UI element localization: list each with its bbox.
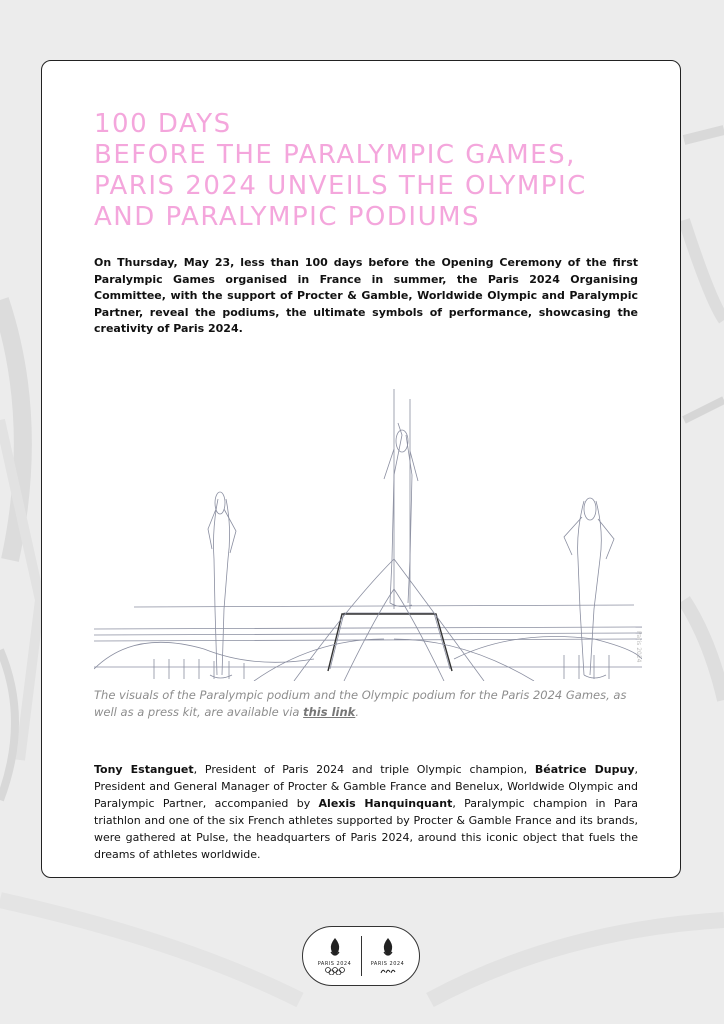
intro-paragraph: On Thursday, May 23, less than 100 days before the Opening Ceremony of the first Paralympic Games organised in France in summer, the Paris 2024 Organising Committee, with the support of Procter & Gamble, Worldwide Olympic and Paralympic Partner, reveal the podiums, the ultimate symbols of performance, showcasing the creativity of Paris 2024.: [94, 256, 638, 335]
headline-line-1: 100 DAYS: [94, 109, 232, 139]
body-paragraph: [94, 761, 638, 863]
flame-icon: [379, 937, 397, 959]
person-name: Béatrice Dupuy: [534, 763, 635, 776]
body-text-segment: , President and General Manager of Procter & Gamble France and Benelux, Worldwide Olympic and Paralympic Partner, accompanied by: [94, 763, 638, 810]
agitos-icon: [379, 967, 397, 975]
headline-line-3: PARIS 2024 UNVEILS THE OLYMPIC: [94, 171, 587, 201]
podium-sketch-image: [94, 359, 642, 681]
image-credit: Paris 2024: [635, 631, 642, 663]
paris-2024-logo: [302, 926, 420, 986]
caption-text: The visuals of the Paralympic podium and the Olympic podium for the Paris 2024 Games, as well as a press kit, are available via: [94, 688, 627, 719]
olympic-logo-text: PARIS 2024: [317, 961, 352, 967]
body-text-segment: , Paralympic champion in Para triathlon and one of the six French athletes supported by Procter & Gamble France and its brands, were gathered at Pulse, the headquarters of Paris 2024, around this iconic object that fuels the dreams of athletes worldwide.: [94, 797, 638, 861]
press-kit-link[interactable]: this link: [303, 705, 356, 719]
flame-icon: [326, 937, 344, 959]
person-name: Tony Estanguet: [94, 763, 194, 776]
person-name: Alexis Hanquinquant: [318, 797, 453, 810]
caption-end: .: [355, 705, 359, 719]
olympic-rings-icon: [323, 967, 347, 975]
olympic-logo: [309, 937, 361, 975]
image-caption: [94, 687, 642, 721]
headline-line-4: AND PARALYMPIC PODIUMS: [94, 202, 481, 232]
paralympic-logo-text: PARIS 2024: [370, 961, 405, 967]
headline-line-2: BEFORE THE PARALYMPIC GAMES,: [94, 140, 576, 170]
headline: [94, 109, 654, 233]
press-release-card: [41, 60, 681, 878]
body-text-segment: , President of Paris 2024 and triple Olympic champion,: [193, 763, 535, 776]
paralympic-logo: [362, 937, 414, 975]
